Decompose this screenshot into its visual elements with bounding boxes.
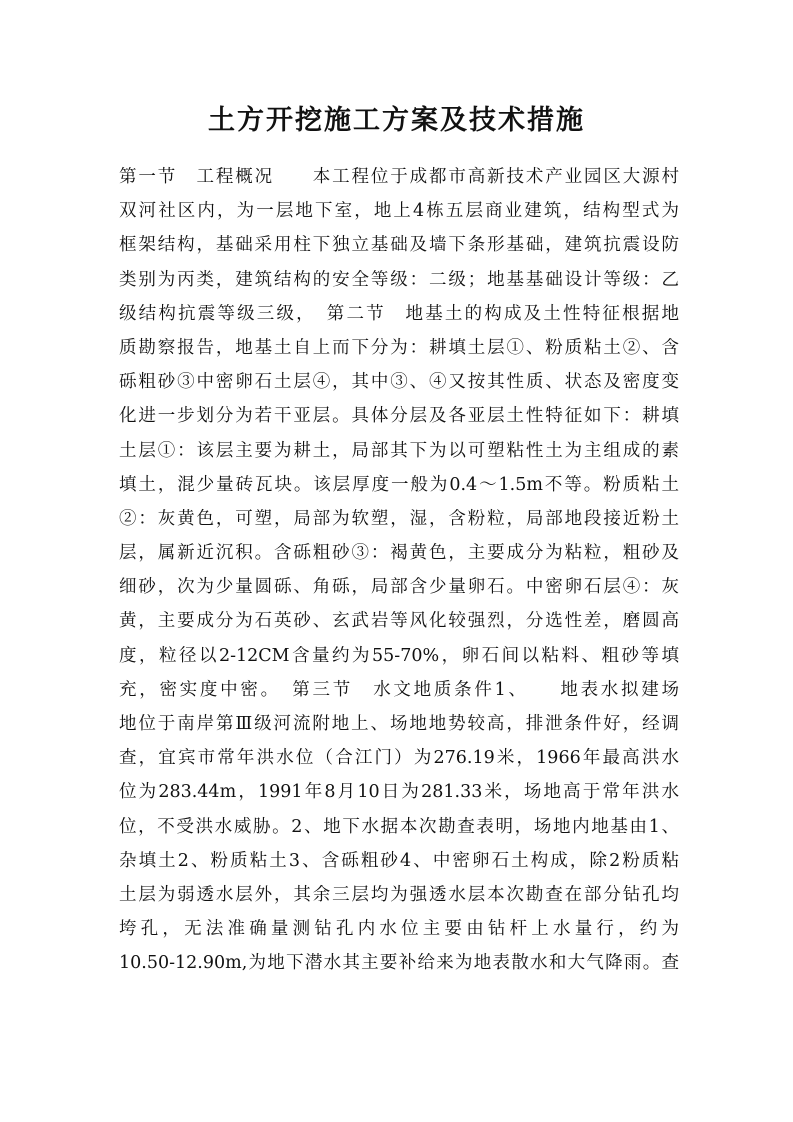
body-line: 位，不受洪水威胁。2、地下水据本次勘查表明，场地内地基由1、 xyxy=(119,816,679,837)
body-line: 黄，主要成分为石英砂、玄武岩等风化较强烈，分选性差，磨圆高 xyxy=(119,611,679,632)
document-title: 土方开挖施工方案及技术措施 xyxy=(208,105,585,136)
body-line: 填土，混少量砖瓦块。该层厚度一般为0.4～1.5m不等。粉质粘土 xyxy=(119,474,679,495)
document-body xyxy=(119,160,679,981)
body-line: 土层为弱透水层外，其余三层均为强透水层本次勘查在部分钻孔均 xyxy=(119,884,679,905)
body-line: 垮孔，无法准确量测钻孔内水位主要由钻杆上水量行，约为 xyxy=(119,919,679,940)
body-line: 双河社区内，为一层地下室，地上4栋五层商业建筑，结构型式为 xyxy=(119,201,679,222)
body-line: 地位于南岸第Ⅲ级河流附地上、场地地势较高，排泄条件好，经调 xyxy=(119,714,679,734)
body-line: 砾粗砂③中密卵石土层④，其中③、④又按其性质、状态及密度变 xyxy=(119,372,679,393)
body-line: 级结构抗震等级三级， 第二节 地基土的构成及土性特征根据地 xyxy=(119,303,679,324)
body-line: 类别为丙类，建筑结构的安全等级：二级；地基基础设计等级：乙 xyxy=(119,269,679,290)
body-line: 10.50-12.90m,为地下潜水其主要补给来为地表散水和大气降雨。查 xyxy=(119,953,679,974)
body-line: 框架结构，基础采用柱下独立基础及墙下条形基础，建筑抗震设防 xyxy=(119,235,679,256)
body-line: 质勘察报告，地基土自上而下分为：耕填土层①、粉质粘土②、含 xyxy=(119,337,679,358)
body-line: 层，属新近沉积。含砾粗砂③：褐黄色，主要成分为粘粒，粗砂及 xyxy=(119,543,679,564)
body-line: 土层①：该层主要为耕土，局部其下为以可塑粘性土为主组成的素 xyxy=(119,440,679,461)
body-line: 杂填土2、粉质粘土3、含砾粗砂4、中密卵石土构成，除2粉质粘 xyxy=(119,850,679,871)
body-line: 第一节 工程概况 本工程位于成都市高新技术产业园区大源村 xyxy=(119,167,679,187)
body-line: 化进一步划分为若干亚层。具体分层及各亚层土性特征如下：耕填 xyxy=(119,406,679,427)
body-line: 细砂，次为少量圆砾、角砾，局部含少量卵石。中密卵石层④：灰 xyxy=(119,577,679,598)
body-line: 度，粒径以2-12CM含量约为55-70%，卵石间以粘料、粗砂等填 xyxy=(119,645,679,666)
body-line: 位为283.44m，1991年8月10日为281.33米，场地高于常年洪水 xyxy=(119,782,679,803)
body-line: 充，密实度中密。 第三节 水文地质条件1、 地表水拟建场 xyxy=(119,679,679,700)
body-line: 查，宜宾市常年洪水位（合江门）为276.19米，1966年最高洪水 xyxy=(119,748,679,769)
body-line: ②：灰黄色，可塑，局部为软塑，湿，含粉粒，局部地段接近粉土 xyxy=(119,508,679,529)
